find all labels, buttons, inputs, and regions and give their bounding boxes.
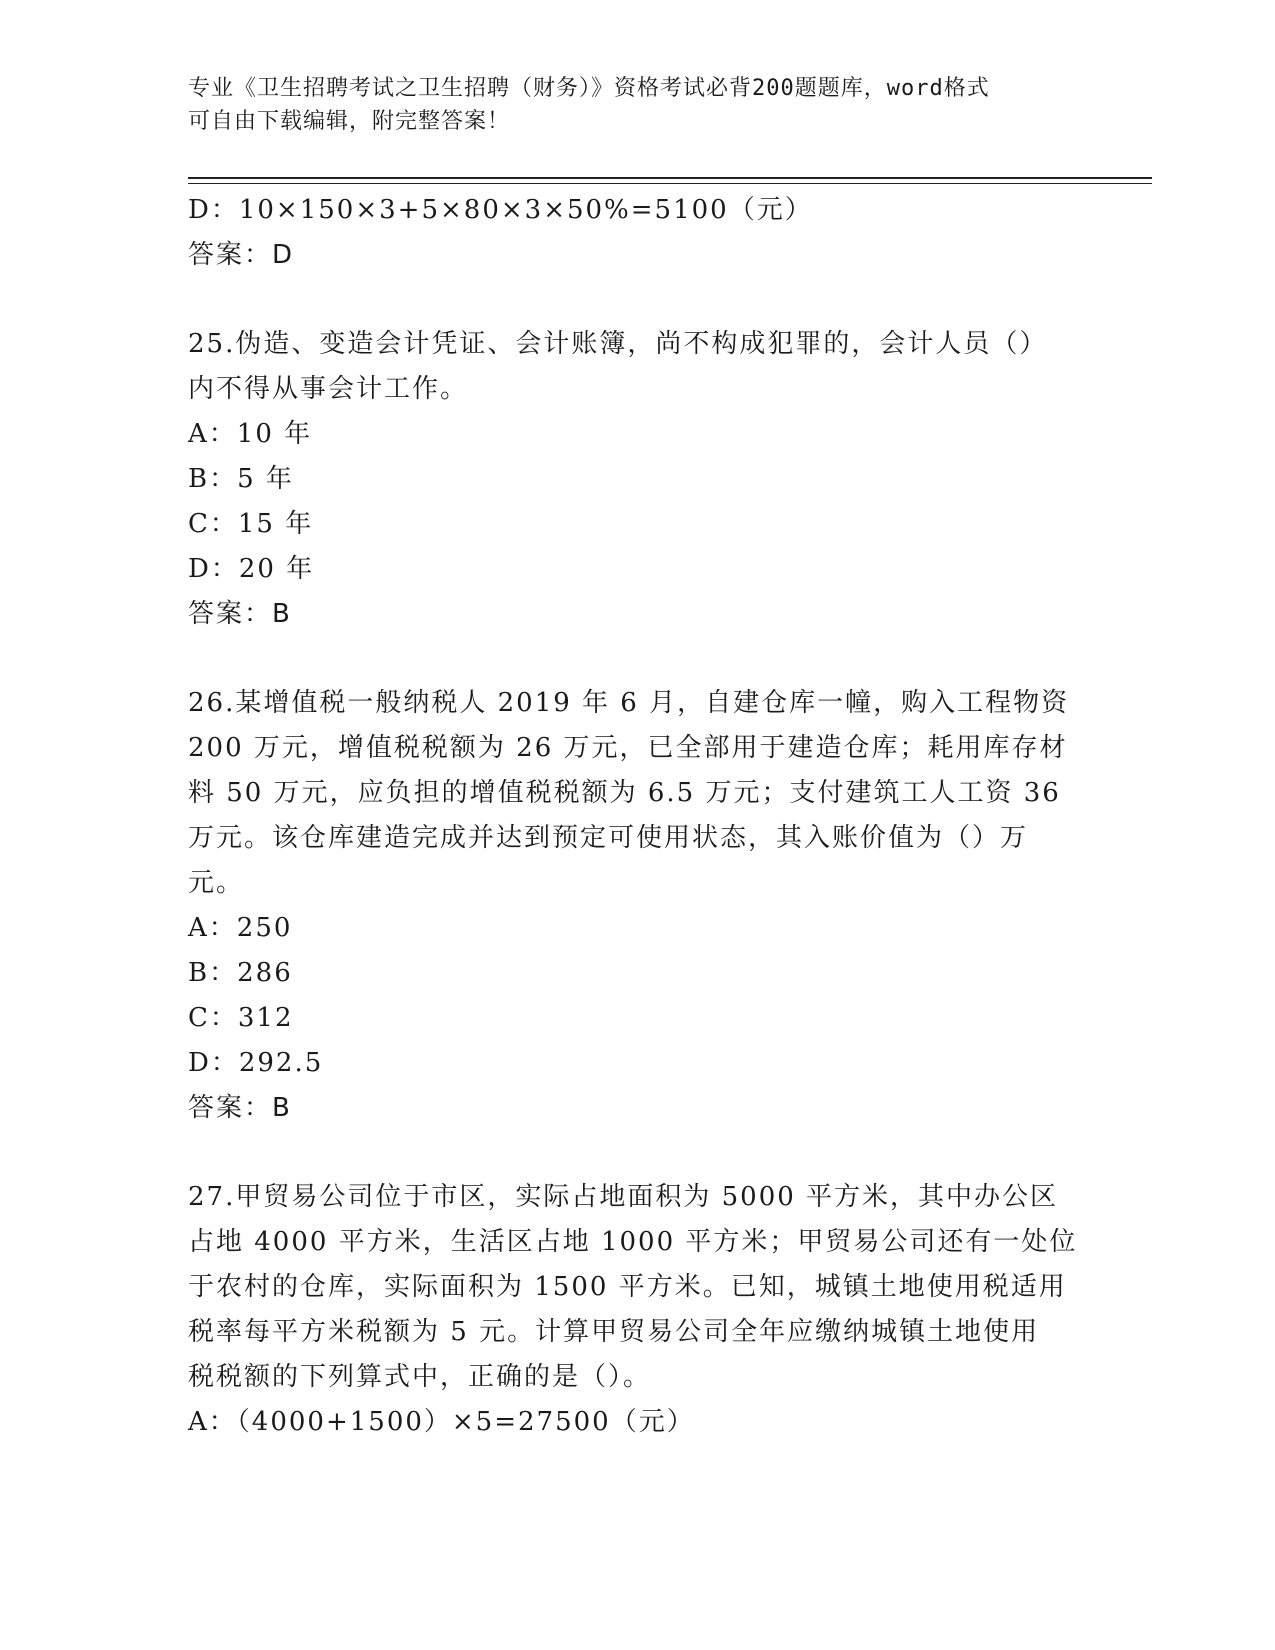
- question-stem: 元。: [188, 868, 245, 898]
- answer-label: 答案：D: [188, 240, 295, 270]
- question-stem: 料 50 万元，应负担的增值税税额为 6.5 万元；支付建筑工人工资 36: [188, 778, 1061, 808]
- option-a: A：250: [188, 913, 293, 943]
- option-c: C：15 年: [188, 509, 314, 539]
- question-stem: 占地 4000 平方米，生活区占地 1000 平方米；甲贸易公司还有一处位: [188, 1227, 1078, 1257]
- option-a: A：10 年: [188, 419, 313, 449]
- option-b: B：286: [188, 958, 293, 988]
- question-stem: 税率每平方米税额为 5 元。计算甲贸易公司全年应缴纳城镇土地使用: [188, 1317, 1040, 1347]
- header-title-line-1: 专业《卫生招聘考试之卫生招聘（财务）》资格考试必背200题题库，word格式: [188, 76, 990, 101]
- question-stem: 200 万元，增值税税额为 26 万元，已全部用于建造仓库；耗用库存材: [188, 733, 1068, 763]
- option-c: C：312: [188, 1003, 294, 1033]
- question-stem: 万元。该仓库建造完成并达到预定可使用状态，其入账价值为（）万: [188, 823, 1029, 853]
- option-d: D：20 年: [188, 554, 315, 584]
- question-24-tail: [188, 188, 1068, 278]
- question-stem: 25.伪造、变造会计凭证、会计账簿，尚不构成犯罪的，会计人员（）: [188, 329, 1048, 359]
- header-divider-thin: [188, 183, 1152, 184]
- header-title-line-2: 可自由下载编辑，附完整答案！: [188, 109, 511, 134]
- option-a: A：（4000+1500）×5=27500（元）: [188, 1407, 695, 1437]
- question-27: [188, 1175, 1078, 1445]
- answer-label: 答案：B: [188, 1093, 292, 1123]
- header-divider-thick: [188, 177, 1152, 179]
- question-25: [188, 322, 1068, 637]
- question-stem: 27.甲贸易公司位于市区，实际占地面积为 5000 平方米，其中办公区: [188, 1182, 1059, 1212]
- document-body: [188, 188, 1078, 1445]
- question-stem: 税税额的下列算式中，正确的是（）。: [188, 1362, 652, 1392]
- option-b: B：5 年: [188, 464, 294, 494]
- option-d: D：10×150×3+5×80×3×50%=5100（元）: [188, 195, 813, 225]
- question-stem: 26.某增值税一般纳税人 2019 年 6 月，自建仓库一幢，购入工程物资: [188, 688, 1070, 718]
- option-d: D：292.5: [188, 1048, 324, 1078]
- document-header: [188, 72, 1068, 138]
- answer-label: 答案：B: [188, 599, 292, 629]
- question-stem: 内不得从事会计工作。: [188, 374, 469, 404]
- question-26: [188, 681, 1068, 1131]
- question-stem: 于农村的仓库，实际面积为 1500 平方米。已知，城镇土地使用税适用: [188, 1272, 1067, 1302]
